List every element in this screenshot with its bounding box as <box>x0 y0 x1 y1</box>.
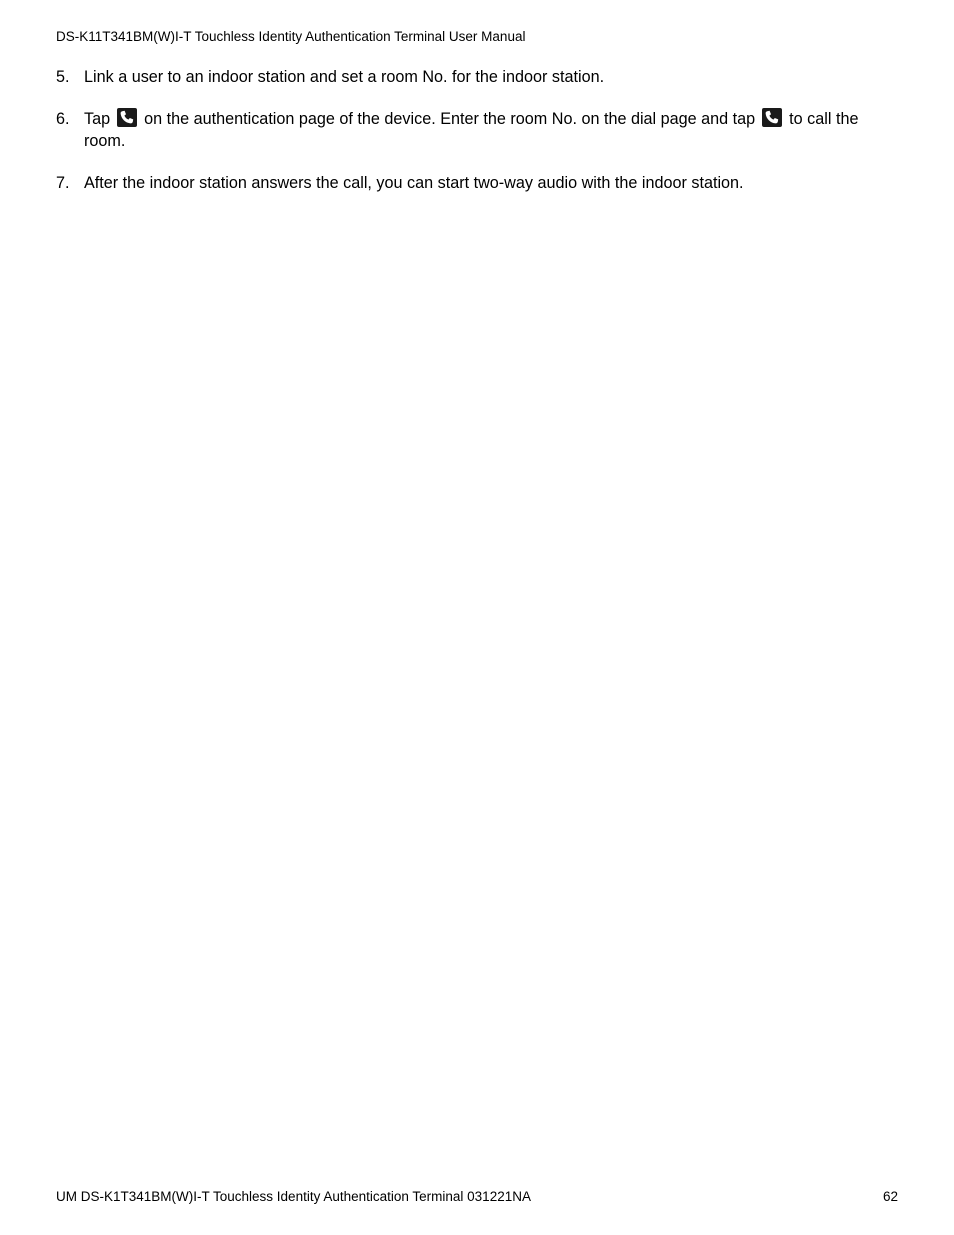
page-number: 62 <box>882 1189 898 1204</box>
step-text-before: Tap <box>84 110 111 128</box>
step-number: 7. <box>56 174 70 192</box>
step-6 <box>56 108 902 152</box>
step-list <box>56 66 902 214</box>
step-text-middle: on the authentication page of the device. Enter the room No. on the dial page and tap <box>144 110 756 128</box>
step-5 <box>56 66 902 88</box>
phone-icon <box>762 108 782 127</box>
step-number: 6. <box>56 110 70 128</box>
step-number: 5. <box>56 68 70 86</box>
footer-document-id: UM DS-K1T341BM(W)I-T Touchless Identity Authentication Terminal 031221NA <box>56 1189 531 1204</box>
running-header: DS-K11T341BM(W)I-T Touchless Identity Authentication Terminal User Manual <box>56 29 526 44</box>
step-text: After the indoor station answers the call, you can start two-way audio with the indoor station. <box>84 174 744 192</box>
step-text-after: to call the room. <box>84 110 859 150</box>
step-7 <box>56 172 902 194</box>
phone-icon <box>117 108 137 127</box>
step-text: Link a user to an indoor station and set a room No. for the indoor station. <box>84 68 605 86</box>
